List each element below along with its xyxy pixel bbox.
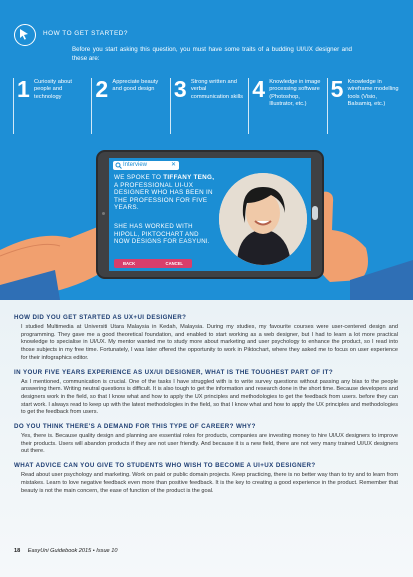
screen-intro [114, 174, 219, 212]
screen-detail: SHE HAS WORKED WITH HIPOLL, PIKTOCHART AND NOW DESIGNS FOR EASYUNI. [114, 223, 210, 246]
camera-icon [102, 212, 105, 215]
trait-text: Knowledge in image processing software (Photoshop, Illustrator, etc.) [269, 79, 321, 107]
magazine-name: EasyUni Guidebook 2015 • Issue 10 [27, 548, 118, 554]
cancel-button[interactable]: CANCEL [165, 261, 183, 266]
trait-text: Knowledge in wireframe modelling tools (Visio, Balsamiq, etc.) [347, 79, 399, 107]
trait-item [88, 78, 166, 134]
cursor-icon [14, 24, 36, 46]
trait-text: Appreciate beauty and good design [112, 79, 159, 93]
howto-title: HOW TO GET STARTED? [43, 30, 128, 37]
question-heading: DO YOU THINK THERE'S A DEMAND FOR THIS TYPE OF CAREER? WHY? [14, 423, 256, 431]
question-heading: IN YOUR FIVE YEARS EXPERIENCE AS UX/UI DESIGNER, WHAT IS THE TOUGHEST PART OF IT? [14, 368, 334, 376]
trait-number: 1 [13, 78, 31, 134]
back-button[interactable]: BACK [123, 261, 136, 266]
search-field[interactable] [113, 161, 179, 170]
tablet [96, 150, 324, 279]
intro-rest: A PROFESSIONAL UI-UX DESIGNER WHO HAS BEEN IN THE PROFESSION FOR FIVE YEARS. [114, 181, 213, 212]
trait-number: 5 [327, 78, 345, 134]
page-footer [14, 548, 117, 554]
interview-article [14, 308, 398, 495]
answer-text: As I mentioned, communication is crucial. One of the tasks I have struggled with is to write survey questions without passing any bias to the people answering them. Writing neutral questions is difficult. It is also tough to get the information and research done in the short time. Because developers and designers work in the field, so that I know what and how to apply the UX principles and methodologies to get the feedback from users. before they can start work. I always read to keep up with the latest methodologies in the field, so that I know what and how to apply the UX principles and methodologies to get the feedback from users. [21, 378, 398, 416]
search-value: Interview [123, 162, 148, 168]
interview-section [0, 300, 413, 577]
interviewee-name: TIFFANY TENG, [163, 174, 215, 181]
interviewee-photo [219, 173, 307, 265]
trait-item [167, 78, 245, 134]
tablet-screen [109, 158, 311, 271]
trait-item [10, 78, 88, 134]
trait-item [324, 78, 402, 134]
question-heading: WHAT ADVICE CAN YOU GIVE TO STUDENTS WHO WISH TO BECOME A UI+UX DESIGNER? [14, 462, 316, 470]
answer-text: Yes, there is. Because quality design and planning are essential roles for products, companies are investing money to hire UI/UX designers to improve their products. Users will abandon products if they are not user friendly. And because it is a new field, there are not very many trained UI/UX designers out there. [21, 433, 398, 455]
trait-number: 2 [91, 78, 109, 134]
traits-list [10, 78, 402, 134]
home-button[interactable] [312, 206, 318, 220]
answer-text: Read about user psychology and marketing. Work on paid or public domain projects. Keep practicing, there is no better way than to try and to learn from mistakes. Learn to love negative feedback even more than positive feedback. It is the key to creating a good experience in the product. Remember that beauty is not the main concern, the ease of function of the product is the goal. [21, 472, 398, 494]
trait-item [245, 78, 323, 134]
howto-intro: Before you start asking this question, you must have some traits of a budding UI/UX designer and these are: [72, 46, 352, 62]
trait-text: Curiosity about people and technology [34, 79, 72, 100]
trait-number: 3 [170, 78, 188, 134]
question-heading: HOW DID YOU GET STARTED AS UX+UI DESIGNER? [14, 314, 187, 321]
answer-text: I studied Multimedia at Universiti Utara Malaysia in Kedah, Malaysia. During my studies, my favourite courses were user-centered design and programming. They gave me a good theoretical foundation, and enabled to start working as a web designer, but I had to learn a lot more practical knowledge to specialise in UI/UX. My mentor wanted me to study more about marketing and user psychology to enhance the product, so I read into those subjects in my free time. Fortunately, I was later offered the opportunity to work in Piktochart, where they asked me to focus on user experience for their infographics editor. [21, 324, 398, 361]
search-icon [115, 162, 122, 169]
screen-button-bar [114, 259, 192, 268]
page-number: 18 [14, 548, 21, 554]
intro-lead: WE SPOKE TO [114, 174, 162, 181]
trait-number: 4 [248, 78, 266, 134]
tablet-illustration [0, 130, 413, 300]
trait-text: Strong written and verbal communication skills [190, 79, 243, 100]
close-icon[interactable]: ✕ [170, 162, 176, 168]
